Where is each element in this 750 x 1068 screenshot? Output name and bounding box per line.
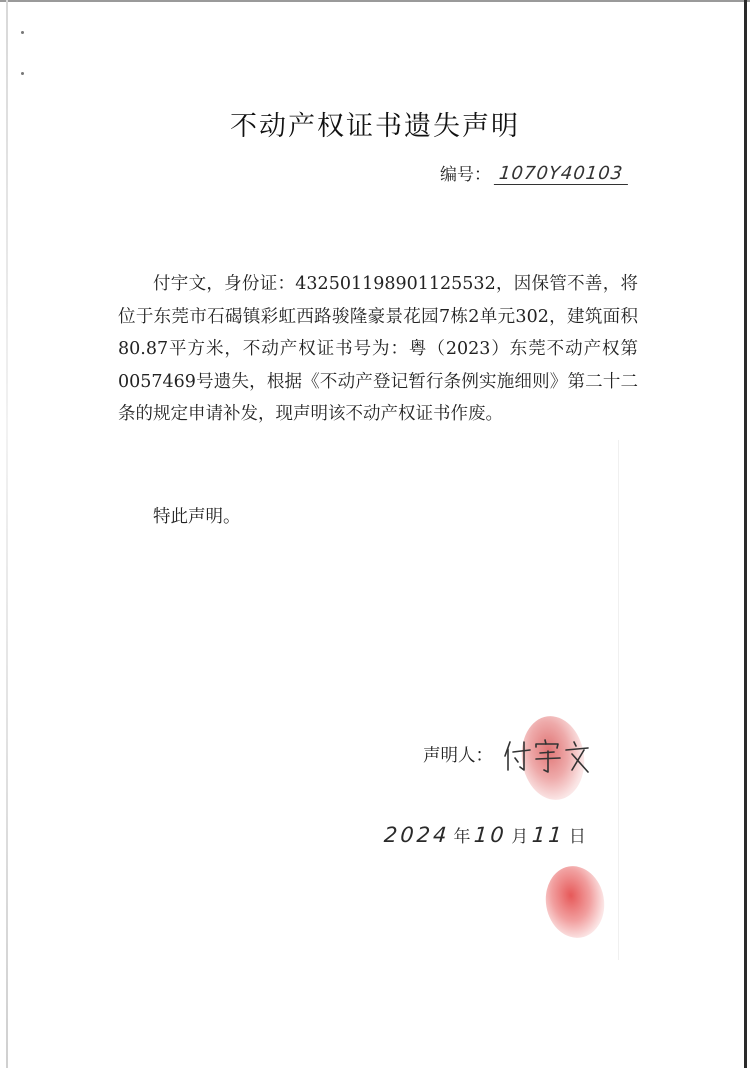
- serial-label: 编号：: [440, 165, 491, 185]
- declaration-closing: 特此声明。: [153, 507, 241, 527]
- paper-fold-line: [618, 440, 619, 960]
- scan-speck: [21, 31, 24, 34]
- serial-value-handwritten: 1070Y40103: [494, 163, 630, 185]
- serial-number: [440, 160, 650, 190]
- declarant-label: 声明人：: [423, 746, 493, 766]
- date-year-unit: 年: [453, 827, 471, 847]
- declaration-body: 付宇文，身份证：432501198901125532，因保管不善，将位于东莞市石碣镇彩虹西路骏隆豪景花园7栋2单元302，建筑面积80.87平方米，不动产权证书号为：粤（2023）东莞不动产权第0057469号遗失，根据《不动产登记暂行条例实施细则》第二十二条的规定申请补发，现声明该不动产权证书作废。: [118, 274, 638, 424]
- scan-edge-top: [0, 0, 750, 2]
- scan-edge-left: [6, 0, 8, 1068]
- date-day-unit: 日: [568, 827, 586, 847]
- date-day-handwritten: 11: [531, 823, 566, 847]
- scan-edge-right: [744, 0, 747, 1068]
- red-fingerprint-stamp: [540, 862, 610, 943]
- date-month-unit: 月: [511, 827, 529, 847]
- date-year-handwritten: 2024: [383, 823, 451, 847]
- declarant-line: [423, 742, 493, 767]
- handwritten-signature: [500, 734, 590, 778]
- date-month-handwritten: 10: [473, 823, 509, 847]
- declaration-date: [384, 822, 590, 858]
- scan-speck: [21, 72, 24, 75]
- page-title: 不动产权证书遗失声明: [230, 111, 520, 142]
